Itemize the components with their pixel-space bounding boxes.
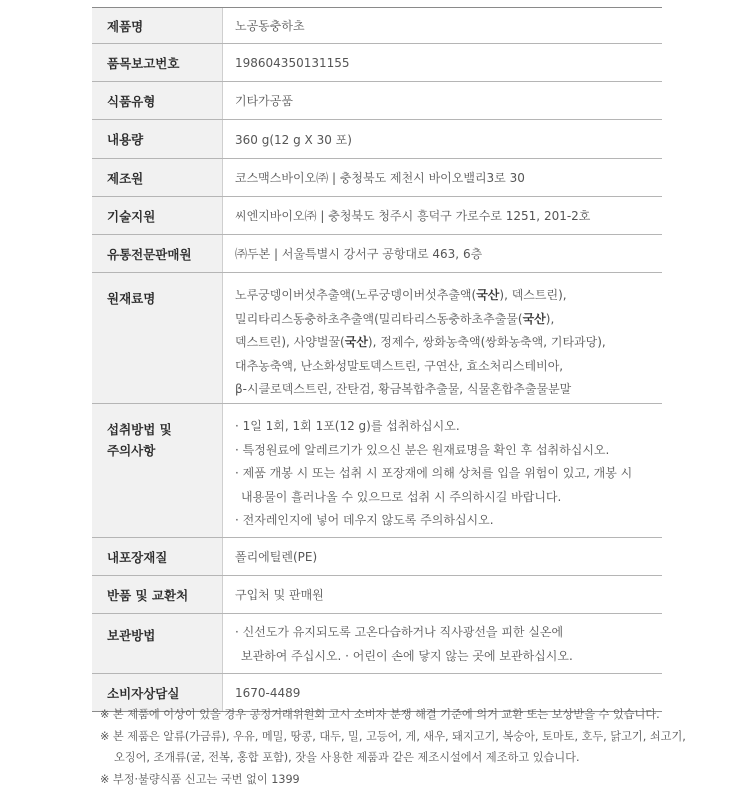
storage-line: · 신선도가 유지되도록 고온다습하거나 직사광선을 피한 실온에 [235,625,564,639]
label-food-type: 식품유형 [92,82,223,119]
usage-line: · 전자레인지에 넣어 데우지 않도록 주의하십시오. [235,513,494,527]
row-food-type [92,82,662,120]
note-line: 오징어, 조개류(굴, 전복, 홍합 포함), 잣을 사용한 제품과 같은 제조시설에서 제조하고 있습니다. [114,751,580,764]
label-storage: 보관방법 [92,614,223,673]
ingredients-line: 덱스트린), 사양벌꿀(국산), 정제수, 쌍화농축액(쌍화농축액, 기타과당), [235,335,606,349]
value-usage-precautions [223,404,662,537]
value-tech-support: 씨엔지바이오㈜ | 충청북도 청주시 흥덕구 가로수로 1251, 201-2호 [235,209,591,223]
label-report-number: 품목보고번호 [92,44,223,81]
value-consumer-center: 1670-4489 [235,685,301,700]
ingredients-line: β-시클로덱스트린, 잔탄검, 황금복합추출물, 식물혼합추출물분말 [235,382,572,396]
usage-line: 내용물이 흘러나올 수 있으므로 섭취 시 주의하시길 바랍니다. [241,489,562,504]
row-distributor [92,235,662,273]
label-consumer-center: 소비자상담실 [92,674,223,711]
row-report-number [92,44,662,82]
label-manufacturer: 제조원 [92,159,223,196]
ingredients-line: 대추농축액, 난소화성말토덱스트린, 구연산, 효소처리스테비아, [235,358,564,373]
value-packaging: 폴리에틸렌(PE) [235,550,318,564]
usage-line: · 특정원료에 알레르기가 있으신 분은 원재료명을 확인 후 섭취하십시오. [235,442,610,457]
ingredients-line: 노루궁뎅이버섯추출액(노루궁뎅이버섯추출액(국산), 덱스트린), [235,288,567,302]
note-line: ※ 부정·불량식품 신고는 국번 없이 1399 [100,772,300,786]
note-line: ※ 본 제품에 이상이 있을 경우 공정거래위원회 고시 소비자 분쟁 해결 기준에 의거 교환 또는 보상받을 수 있습니다. [100,708,660,721]
footer-notes [100,704,720,790]
note-line: ※ 본 제품은 알류(가금류), 우유, 메밀, 땅콩, 대두, 밀, 고등어, 게, 새우, 돼지고기, 복숭아, 토마토, 호두, 닭고기, 쇠고기, [100,729,686,743]
row-tech-support [92,197,662,235]
value-manufacturer: 코스맥스바이오㈜ | 충청북도 제천시 바이오밸리3로 30 [235,171,525,185]
row-net-content [92,120,662,159]
value-food-type: 기타가공품 [235,94,293,108]
label-packaging: 내포장재질 [92,538,223,575]
value-returns: 구입처 및 판매원 [235,588,324,602]
usage-line: · 1일 1회, 1회 1포(12 g)를 섭취하십시오. [235,419,460,433]
product-info-table [92,7,662,712]
ingredients-line: 밀리타리스동충하초추출액(밀리타리스동충하초추출물(국산), [235,311,555,326]
value-ingredients [223,273,662,403]
value-distributor: ㈜두본 | 서울특별시 강서구 공항대로 463, 6층 [235,247,483,261]
row-returns [92,576,662,614]
label-product-name: 제품명 [92,8,223,43]
label-usage-precautions: 섭취방법 및 주의사항 [92,404,223,537]
label-ingredients: 원재료명 [92,273,223,403]
storage-line: 보관하여 주십시오. · 어린이 손에 닿지 않는 곳에 보관하십시오. [241,648,573,663]
row-usage-precautions [92,404,662,538]
value-product-name: 노공동충하초 [235,19,305,33]
label-returns: 반품 및 교환처 [92,576,223,613]
row-product-name [92,8,662,44]
value-storage [223,614,662,673]
label-tech-support: 기술지원 [92,197,223,234]
value-net-content: 360 g(12 g X 30 포) [235,132,352,147]
row-storage [92,614,662,674]
row-ingredients [92,273,662,404]
label-net-content: 내용량 [92,120,223,158]
usage-line: · 제품 개봉 시 또는 섭취 시 포장재에 의해 상처를 입을 위험이 있고, 개봉 시 [235,466,633,480]
label-distributor: 유통전문판매원 [92,235,223,272]
value-report-number: 198604350131155 [235,55,350,70]
row-packaging [92,538,662,576]
row-manufacturer [92,159,662,197]
